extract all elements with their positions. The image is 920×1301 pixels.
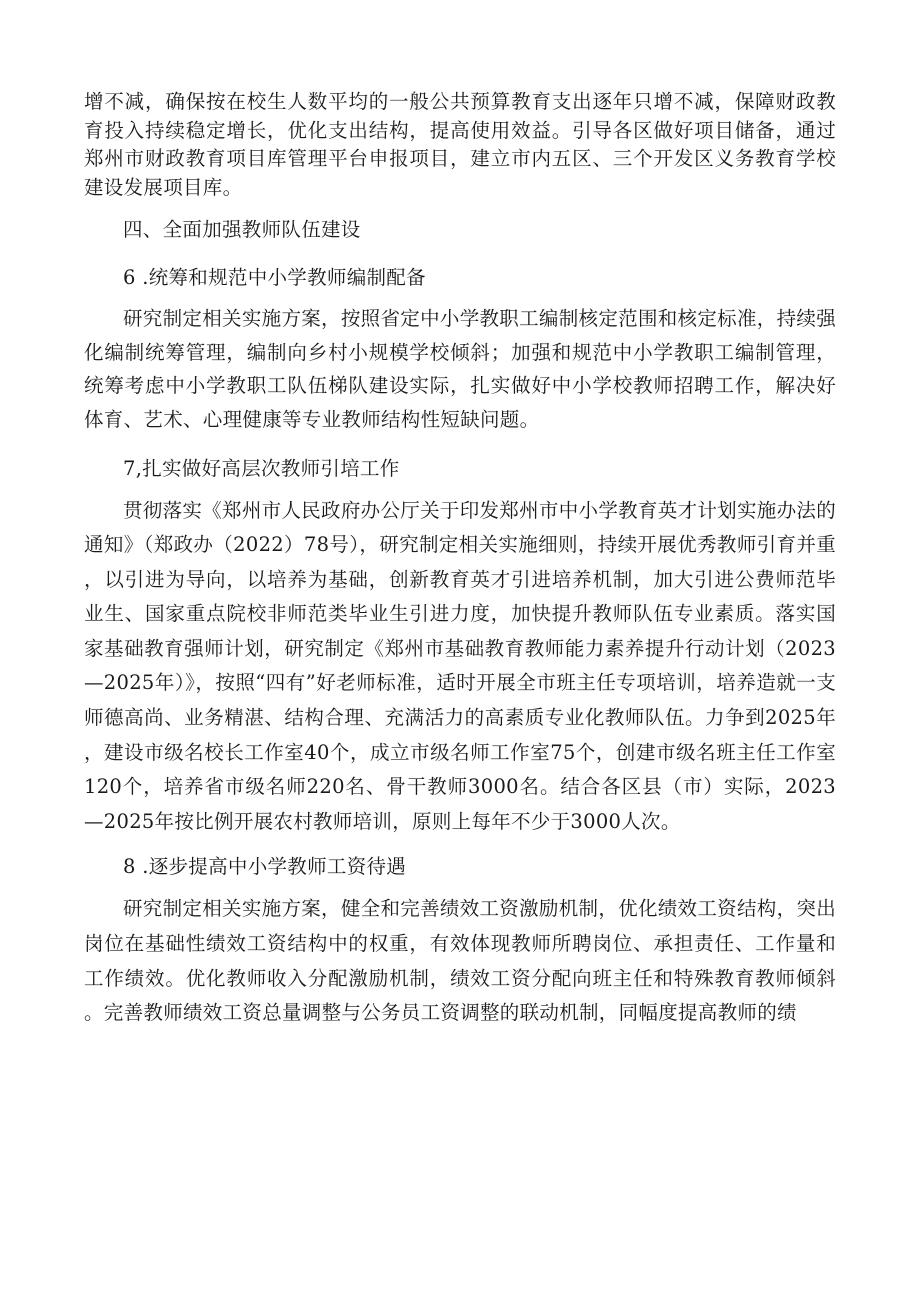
item-heading-7: 7,扎实做好高层次教师引培工作 <box>123 457 400 480</box>
section-heading-teacher-team: 四、全面加强教师队伍建设 <box>123 218 361 241</box>
item-heading-6: 6 .统筹和规范中小学教师编制配备 <box>123 265 426 289</box>
paragraph-item-8: 研究制定相关实施方案，健全和完善绩效工资激励机制，优化绩效工资结构，突出岗位在基础性绩效工资结构中的权重，有效体现教师所聘岗位、承担责任、工作量和工作绩效。优化教师收入分配激励机制，绩效工资分配向班主任和特殊教育教师倾斜。完善教师绩效工资总量调整与公务员工资调整的联动机制，同幅度提高教师的绩 <box>84 896 836 1025</box>
paragraph-education-funding: 增不减，确保按在校生人数平均的一般公共预算教育支出逐年只增不减，保障财政教育投入持续稳定增长，优化支出结构，提高使用效益。引导各区做好项目储备，通过郑州市财政教育项目库管理平台申报项目，建立市内五区、三个开发区义务教育学校建设发展项目库。 <box>84 90 836 199</box>
item-heading-8: 8 .逐步提高中小学教师工资待遇 <box>123 855 407 879</box>
paragraph-item-6: 研究制定相关实施方案，按照省定中小学教职工编制核定范围和核定标准，持续强化编制统筹管理，编制向乡村小规模学校倾斜；加强和规范中小学教职工编制管理，统筹考虑中小学教职工队伍梯队建设实际，扎实做好中小学校教师招聘工作，解决好体育、艺术、心理健康等专业教师结构性短缺问题。 <box>84 307 836 431</box>
paragraph-item-7: 贯彻落实《郑州市人民政府办公厅关于印发郑州市中小学教育英才计划实施办法的通知》（郑政办（2022）78号），研究制定相关实施细则，持续开展优秀教师引育并重，以引进为导向，以培养为基础，创新教育英才引进培养机制，加大引进公费师范毕业生、国家重点院校非师范类毕业生引进力度，加快提升教师队伍专业素质。落实国家基础教育强师计划，研究制定《郑州市基础教育教师能力素养提升行动计划（2023—2025年）》，按照“四有”好老师标准，适时开展全市班主任专项培训，培养造就一支师德高尚、业务精湛、结构合理、充满活力的高素质专业化教师队伍。力争到2025年，建设市级名校长工作室40个，成立市级名师工作室75个，创建市级名班主任工作室120个，培养省市级名师220名、骨干教师3000名。结合各区县（市）实际，2023—2025年按比例开展农村教师培训，原则上每年不少于3000人次。 <box>84 498 836 833</box>
document-page <box>84 88 836 1031</box>
